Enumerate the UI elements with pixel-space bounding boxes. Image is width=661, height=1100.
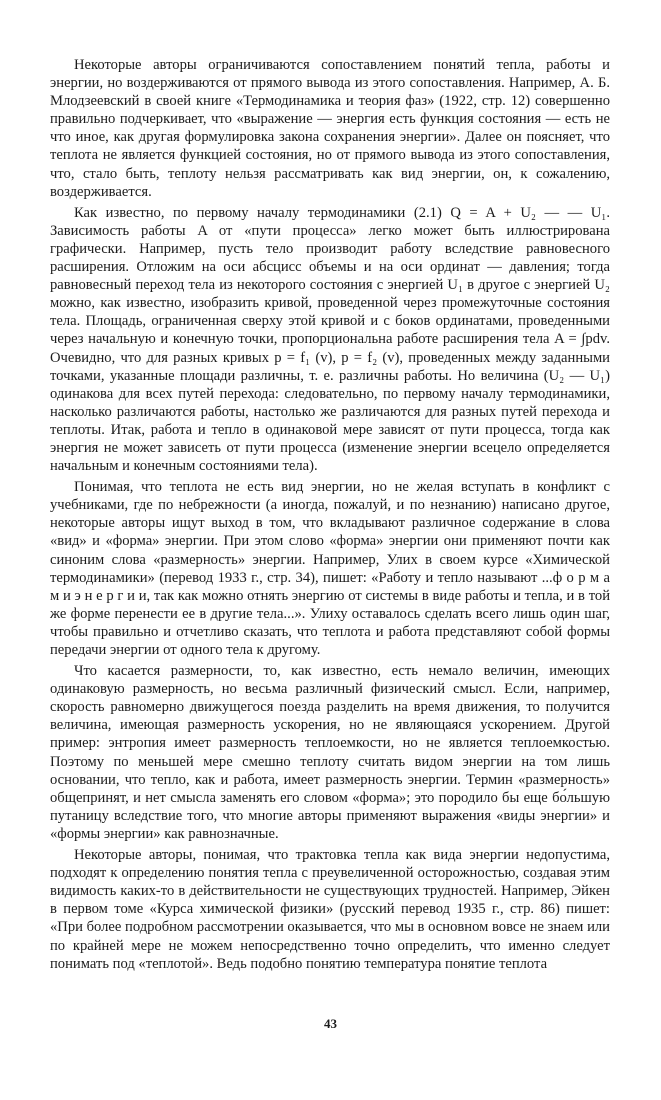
- paragraph-1: Некоторые авторы ограничиваются сопоставлением понятий тепла, работы и энергии, но воздерживаются от прямого вывода из этого сопоставления. Например, А. Б. Млодзеевский в своей книге «Термодинамика и теория фаз» (1922, стр. 12) совершенно правильно подчеркивает, что «выражение — энергия есть функция состояния — есть не что иное, как другая формулировка закона сохранения энергии». Далее он поясняет, что теплота не является функцией состояния, но от прямого вывода из этого сопоставления, что, стало быть, теплоту нельзя рассматривать как вид энергии, он, к сожалению, воздерживается.: [50, 57, 610, 200]
- paragraph-4: Что касается размерности, то, как известно, есть немало величин, имеющих одинаковую размерность, но весьма различный физический смысл. Если, например, скорость равномерно движущегося поезда разделить на время движения, то получится величина, имеющая размерность ускорения, но не являющаяся ускорением. Другой пример: энтропия имеет размерность теплоемкости, но не является теплоемкостью. Поэтому по меньшей мере смешно теплоту считать видом энергии на том лишь основании, что тепло, как и работа, имеет размерность энергии. Термин «размерность» общепринят, и нет смысла заменять его словом «форма»; это породило бы еще бо́льшую путаницу вследствие того, что многие авторы применяют выражения «виды энергии» и «формы энергии» как равнозначные.: [50, 663, 610, 842]
- paragraph-2: Как известно, по первому началу термодинамики (2.1) Q = A + U₂ — — U₁. Зависимость работы A от «пути процесса» легко может быть иллюстрирована графически. Например, пусть тело производит работу вследствие равновесного расширения. Отложим на оси абсцисс объемы и на оси ординат — давления; тогда равновесный переход тела из некоторого состояния с энергией U₁ в другое с энергией U₂ можно, как известно, изобразить кривой, проведенной через промежуточные состояния тела. Площадь, ограниченная сверху этой кривой и с боков ординатами, проведенными через начальную и конечную точки, пропорциональна работе расширения тела A = ∫pdv. Очевидно, что для разных кривых p = f₁ (v), p = f₂ (v), проведенных между заданными точками, указанные площади различны, т. е. различны работы. Но величина (U₂ — U₁) одинакова для всех путей перехода: следовательно, по первому началу термодинамики, насколько различаются работы, настолько же различаются для разных путей перехода и теплоты. Итак, работа и тепло в одинаковой мере зависят от пути процесса, тогда как энергия не может зависеть от пути процесса (изменение энергии всецело определяется начальным и конечным состояниями тела).: [50, 204, 610, 475]
- paragraph-3: Понимая, что теплота не есть вид энергии, но не желая вступать в конфликт с учебниками, где по небрежности (а иногда, пожалуй, и по незнанию) написано другое, некоторые авторы ищут выход в том, что вкладывают различное содержание в слова «вид» и «форма» энергии. При этом слово «форма» энергии они применяют почти как синоним слова «размерность» энергии. Например, Улих в своем курсе «Химической термодинамики» (перевод 1933 г., стр. 34), пишет: «Работу и тепло называют ...ф о р м а м и э н е р г и и, так как можно отнять энергию от системы в виде работы и тепла, и в той же форме перенести ее в другие тела...». Улиху оставалось сделать всего лишь один шаг, чтобы правильно и отчетливо сказать, что теплота и работа представляют собой формы передачи энергии от одного тела к другому.: [50, 479, 610, 658]
- paragraph-5: Некоторые авторы, понимая, что трактовка тепла как вида энергии недопустима, подходят к определению понятия тепла с преувеличенной осторожностью, создавая этим видимость каких-то в действительности не существующих трудностей. Например, Эйкен в первом томе «Курса химической физики» (русский перевод 1935 г., стр. 86) пишет: «При более подробном рассмотрении оказывается, что мы в основном вовсе не знаем или по крайней мере не можем непосредственно точно определить, что именно следует понимать под «теплотой». Ведь подобно понятию температура понятие теплота: [50, 847, 610, 972]
- page-body: [50, 56, 610, 973]
- page-number: 43: [324, 1016, 337, 1031]
